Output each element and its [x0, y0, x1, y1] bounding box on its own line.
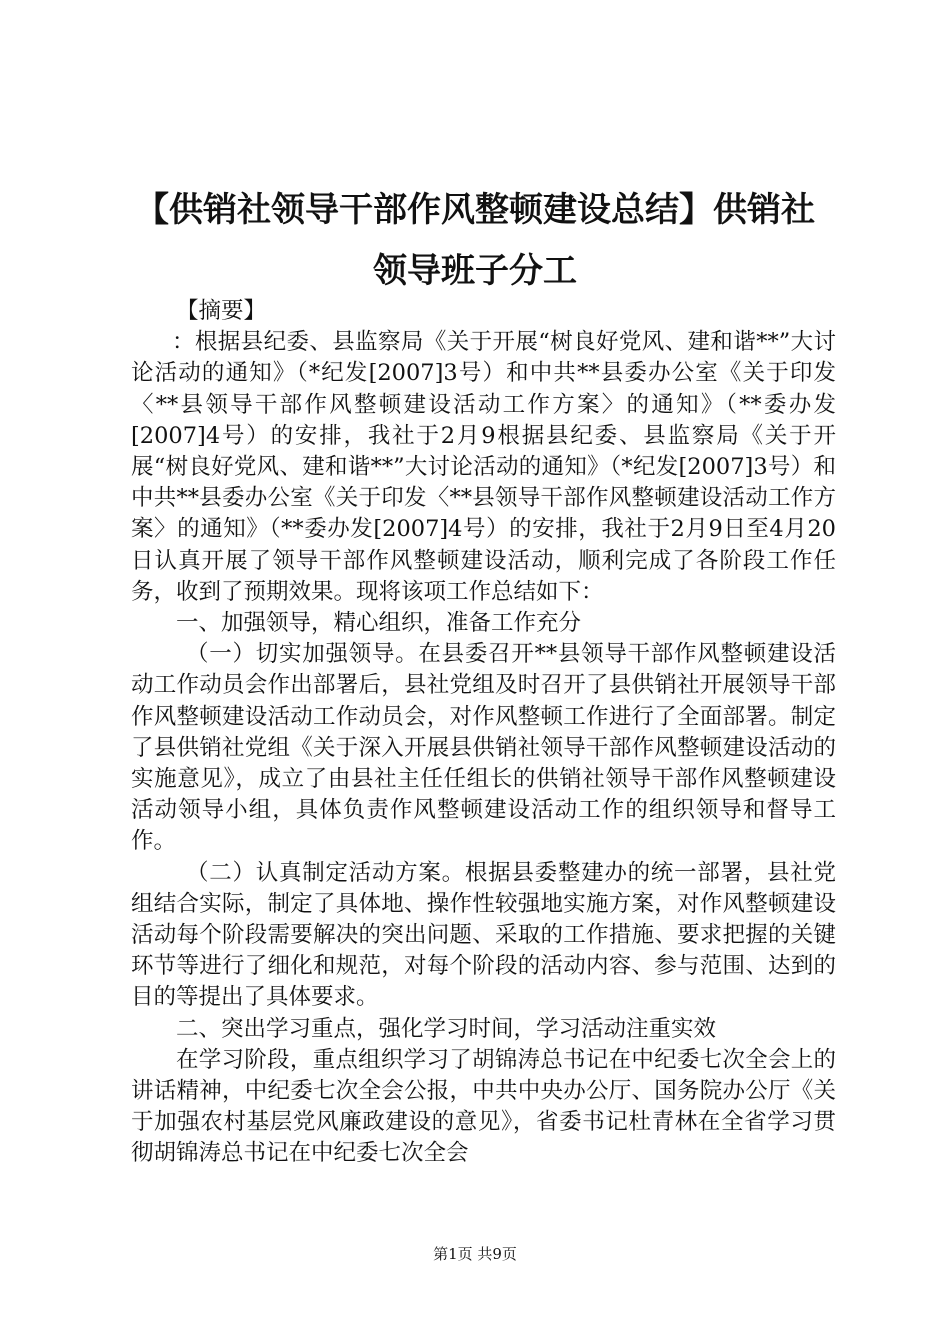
page-footer: 第1页 共9页: [433, 1245, 517, 1263]
section-heading-1: 一、加强领导，精心组织，准备工作充分: [176, 610, 582, 637]
paragraph-1-1: （一）切实加强领导。在县委召开**县领导干部作风整顿建设活动工作动员会作出部署后，县社党组及时召开了县供销社开展领导干部作风整顿建设活动工作动员会，对作风整顿工作进行了全面部署。制定了县供销社党组《关于深入开展县供销社领导干部作风整顿建设活动的实施意见》，成立了由县社主任任组长的供销社领导干部作风整顿建设活动领导小组，具体负责作风整顿建设活动工作的组织领导和督导工作。: [131, 641, 836, 855]
section-heading-2: 二、突出学习重点，强化学习时间，学习活动注重实效: [176, 1015, 717, 1042]
abstract-label: 【摘要】: [176, 298, 267, 324]
paragraph-intro: ：根据县纪委、县监察局《关于开展“树良好党风、建和谐**”大讨论活动的通知》（*纪发[2007]3号）和中共**县委办公室《关于印发〈**县领导干部作风整顿建设活动工作方案〉的通知》（**委办发[2007]4号）的安排，我社于2月9根据县纪委、县监察局《关于开展“树良好党风、建和谐**”大讨论活动的通知》（*纪发[2007]3号）和中共**县委办公室《关于印发〈**县领导干部作风整顿建设活动工作方案〉的通知》（**委办发[2007]4号）的安排，我社于2月9日至4月20日认真开展了领导干部作风整顿建设活动，顺利完成了各阶段工作任务，收到了预期效果。现将该项工作总结如下：: [131, 329, 836, 605]
paragraph-1-2: （二）认真制定活动方案。根据县委整建办的统一部署，县社党组结合实际，制定了具体地、操作性较强地实施方案，对作风整顿建设活动每个阶段需要解决的突出问题、采取的工作措施、要求把握的关键环节等进行了细化和规范，对每个阶段的活动内容、参与范围、达到的目的等提出了具体要求。: [131, 859, 836, 1011]
document-title-line2: 领导班子分工: [373, 251, 577, 291]
document-title-line1: 【供销社领导干部作风整顿建设总结】供销社: [135, 190, 815, 230]
document-body: [131, 296, 836, 1170]
paragraph-2-1: 在学习阶段，重点组织学习了胡锦涛总书记在中纪委七次全会上的讲话精神，中纪委七次全会公报，中共中央办公厅、国务院办公厅《关于加强农村基层党风廉政建设的意见》，省委书记杜青林在全省学习贯彻胡锦涛总书记在中纪委七次全会: [131, 1046, 836, 1167]
